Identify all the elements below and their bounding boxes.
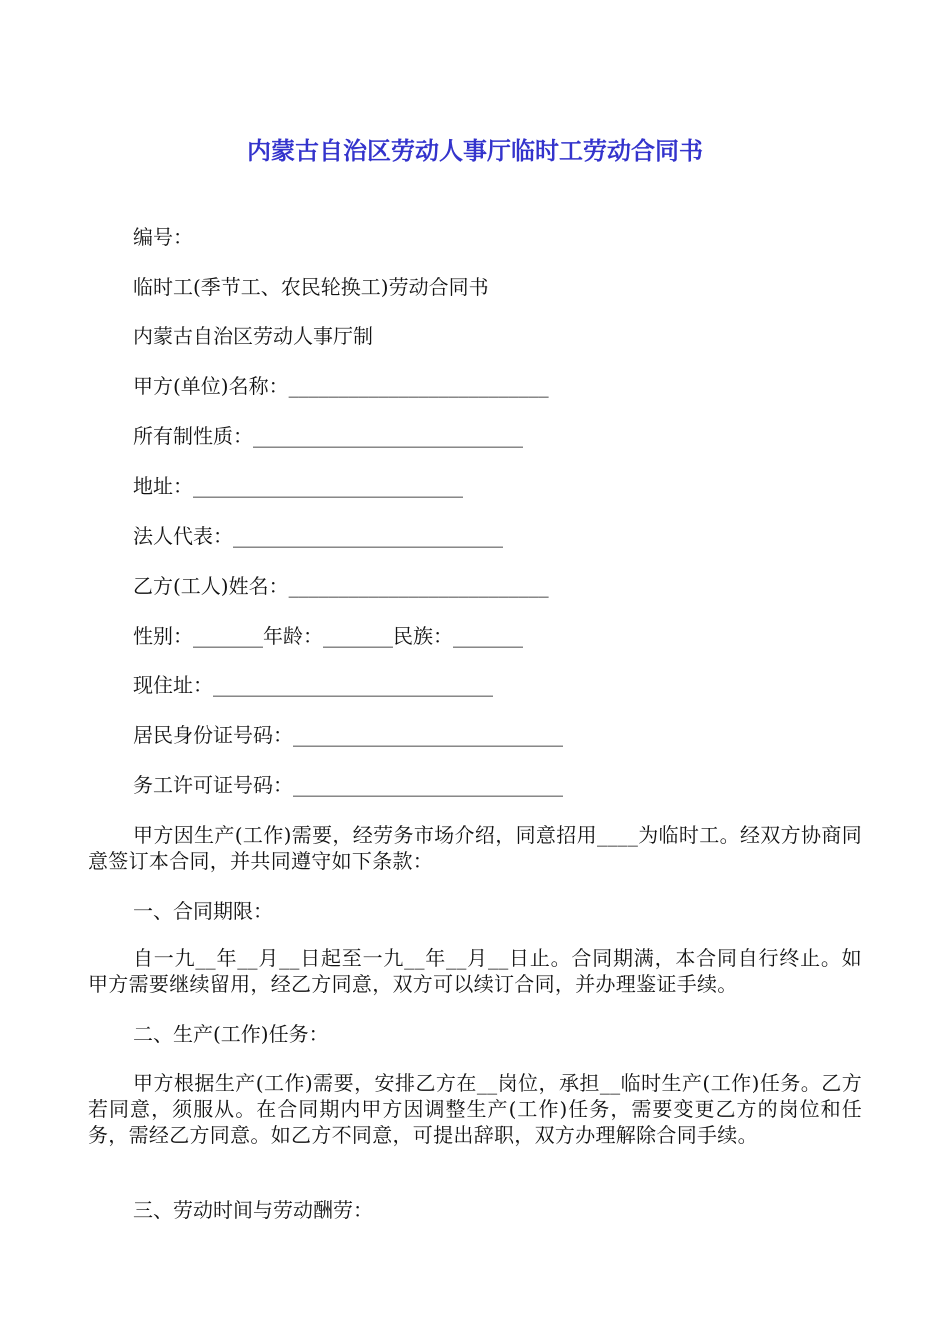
section-3-heading: 三、劳动时间与劳动酬劳： bbox=[133, 1198, 373, 1222]
ownership-type-field: 所有制性质：___________________________ bbox=[133, 424, 523, 448]
section-2-heading: 二、生产(工作)任务： bbox=[133, 1022, 329, 1046]
gender-age-ethnicity-field: 性别：_______年龄：_______民族：_______ bbox=[133, 624, 523, 648]
id-card-number-field: 居民身份证号码：___________________________ bbox=[133, 723, 563, 747]
section-1-body: 自一九__年__月__日起至一九__年__月__日止。合同期满，本合同自行终止。如甲方需要继续留用，经乙方同意，双方可以续订合同，并办理鉴证手续。 bbox=[88, 946, 862, 996]
serial-number-label: 编号： bbox=[133, 225, 193, 249]
current-address-field: 现住址：____________________________ bbox=[133, 673, 493, 697]
address-field: 地址：___________________________ bbox=[133, 474, 463, 498]
section-1-heading: 一、合同期限： bbox=[133, 899, 273, 923]
document-title: 内蒙古自治区劳动人事厅临时工劳动合同书 bbox=[247, 137, 703, 165]
issuer-line: 内蒙古自治区劳动人事厅制 bbox=[133, 324, 373, 348]
party-a-name-field: 甲方(单位)名称：__________________________ bbox=[133, 374, 549, 398]
party-b-name-field: 乙方(工人)姓名：__________________________ bbox=[133, 574, 549, 598]
section-2-body: 甲方根据生产(工作)需要，安排乙方在__岗位，承担__临时生产(工作)任务。乙方若同意，须服从。在合同期内甲方因调整生产(工作)任务，需要变更乙方的岗位和任务，需经乙方同意。如乙方不同意，可提出辞职，双方办理解除合同手续。 bbox=[88, 1071, 862, 1147]
intro-paragraph: 甲方因生产(工作)需要，经劳务市场介绍，同意招用____为临时工。经双方协商同意签订本合同，并共同遵守如下条款： bbox=[88, 823, 862, 873]
work-permit-number-field: 务工许可证号码：___________________________ bbox=[133, 773, 563, 797]
contract-subtitle: 临时工(季节工、农民轮换工)劳动合同书 bbox=[133, 275, 489, 299]
legal-representative-field: 法人代表：___________________________ bbox=[133, 524, 503, 548]
